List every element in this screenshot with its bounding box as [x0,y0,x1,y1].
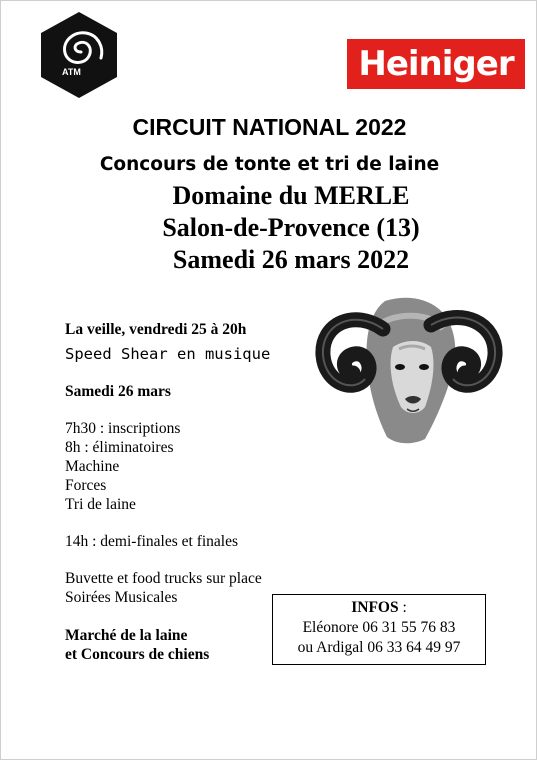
extra-item: Buvette et food trucks sur place [65,570,262,587]
eve-event: Speed Shear en musique [65,345,271,363]
program-item: 7h30 : inscriptions [65,420,181,437]
event-title: CIRCUIT NATIONAL 2022 [132,114,407,140]
ram-head-image [313,295,503,447]
event-city: Salon-de-Provence (13) [162,213,420,242]
infos-title: INFOS [351,599,399,616]
heiniger-logo [347,39,525,89]
infos-contact: ou Ardigal 06 33 64 49 97 [297,639,461,656]
program-item: Machine [65,458,120,475]
infos-box [272,594,486,665]
heiniger-logo-text: Heiniger [358,44,514,84]
program-item: Forces [65,477,107,494]
market-line: Marché de la laine [65,627,188,644]
extra-item: Soirées Musicales [65,589,178,606]
infos-contact: Eléonore 06 31 55 76 83 [302,619,456,636]
infos-heading-line [273,598,485,618]
saturday-heading: Samedi 26 mars [65,383,171,400]
market-line: et Concours de chiens [65,646,210,663]
event-venue: Domaine du MERLE [172,181,410,210]
program-afternoon: 14h : demi-finales et finales [65,533,239,550]
infos-colon: : [398,599,407,616]
program-item: Tri de laine [65,496,136,513]
eve-line: La veille, vendredi 25 à 20h [65,321,247,338]
atm-logo [41,12,117,98]
event-date: Samedi 26 mars 2022 [172,245,410,274]
program-item: 8h : éliminatoires [65,439,174,456]
event-subtitle: Concours de tonte et tri de laine [99,154,440,175]
atm-logo-text: ATM [62,67,81,77]
